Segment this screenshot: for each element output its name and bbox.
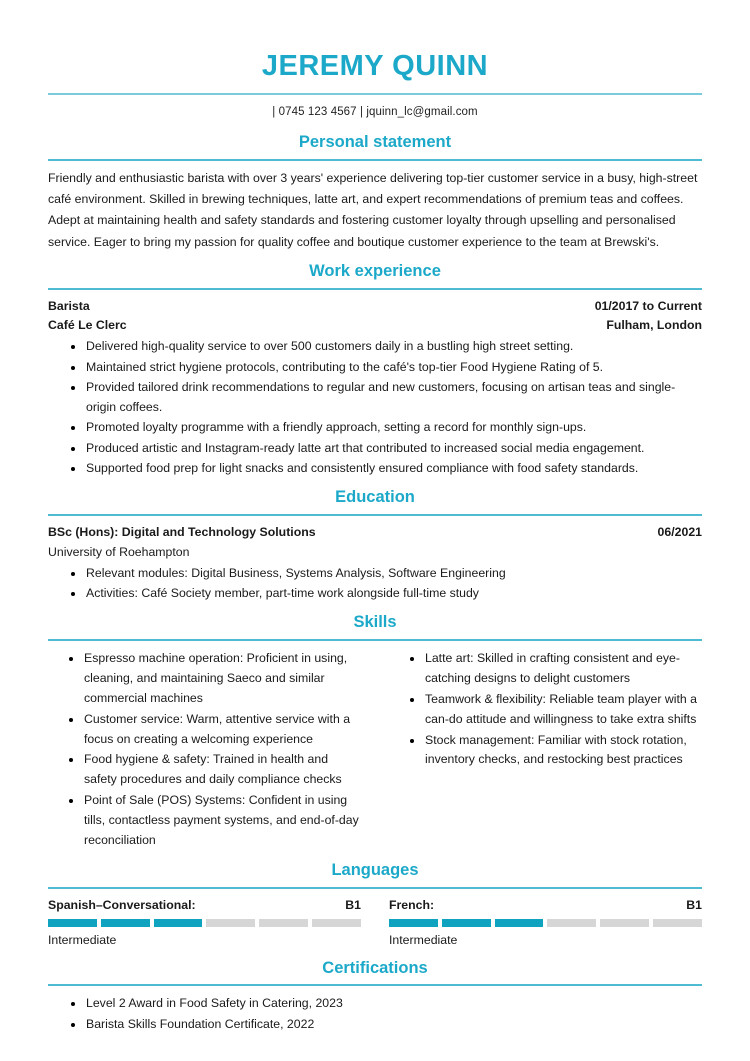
list-item: Promoted loyalty programme with a friendly approach, setting a record for monthly sign-ups. — [86, 418, 702, 438]
proficiency-segment-filled — [495, 919, 544, 927]
skills-column-right — [389, 648, 702, 852]
list-item: Provided tailored drink recommendations to regular and new customers, focusing on artisan teas and single-origin coffees. — [86, 378, 702, 418]
section-title-skills: Skills — [353, 613, 397, 632]
language-proficiency-bar — [48, 919, 361, 927]
section-personal-statement — [48, 133, 702, 252]
list-item: Delivered high-quality service to over 500 customers daily in a bustling high street setting. — [86, 337, 702, 357]
list-item: Teamwork & flexibility: Reliable team player with a can-do attitude and willingness to take extra shifts — [425, 690, 702, 730]
job-title-row — [48, 297, 702, 317]
section-work-experience — [48, 262, 702, 479]
language-level-code: B1 — [686, 897, 702, 912]
education-institution: University of Roehampton — [48, 544, 190, 559]
list-item: Relevant modules: Digital Business, Systems Analysis, Software Engineering — [86, 564, 702, 584]
language-header — [48, 896, 361, 914]
proficiency-segment-empty — [312, 919, 361, 927]
list-item: Food hygiene & safety: Trained in health and safety procedures and daily compliance checks — [84, 750, 361, 790]
list-item: Activities: Café Society member, part-time work alongside full-time study — [86, 584, 702, 604]
education-bullets — [48, 564, 702, 604]
education-entry — [48, 523, 702, 604]
language-proficiency-bar — [389, 919, 702, 927]
proficiency-segment-filled — [154, 919, 203, 927]
section-skills — [48, 613, 702, 852]
section-title-certifications: Certifications — [322, 958, 428, 977]
list-item: Point of Sale (POS) Systems: Confident in using tills, contactless payment systems, and end-of-day reconciliation — [84, 791, 361, 851]
list-item: Barista Skills Foundation Certificate, 2022 — [86, 1015, 702, 1035]
languages-columns — [48, 896, 702, 950]
list-item: Level 2 Award in Food Safety in Catering, 2023 — [86, 994, 702, 1014]
proficiency-segment-filled — [442, 919, 491, 927]
section-education — [48, 488, 702, 604]
language-entry-french — [389, 896, 702, 950]
education-degree-row — [48, 523, 702, 543]
list-item: Supported food prep for light snacks and consistently ensured compliance with food safety standards. — [86, 459, 702, 479]
language-description: Intermediate — [48, 933, 117, 948]
job-dates: 01/2017 to Current — [594, 298, 702, 313]
candidate-name: JEREMY QUINN — [261, 50, 489, 82]
section-title-languages: Languages — [331, 860, 419, 879]
language-description: Intermediate — [389, 933, 458, 948]
list-item: Espresso machine operation: Proficient in using, cleaning, and maintaining Saeco and similar commercial machines — [84, 649, 361, 709]
education-degree: BSc (Hons): Digital and Technology Solutions — [48, 524, 316, 539]
personal-statement-text: Friendly and enthusiastic barista with over 3 years' experience delivering top-tier customer service in a busy, high-street café environment. Skilled in brewing techniques, latte art, and expert recommendations of premium teas and coffees. Adept at maintaining health and safety standards and fostering customer loyalty through upselling and personalised service. Eager to bring my passion for quality coffee and boutique customer experience to the team at Brewski's. — [48, 171, 698, 249]
language-header — [389, 896, 702, 914]
proficiency-segment-empty — [206, 919, 255, 927]
skills-list-left — [48, 649, 361, 851]
education-institution-row — [48, 543, 702, 563]
section-title-education: Education — [335, 488, 415, 507]
list-item: Latte art: Skilled in crafting consistent and eye-catching designs to delight customers — [425, 649, 702, 689]
proficiency-segment-empty — [600, 919, 649, 927]
job-entry — [48, 297, 702, 480]
skills-column-left — [48, 648, 361, 852]
section-title-work-experience: Work experience — [309, 261, 441, 280]
list-item: Stock management: Familiar with stock rotation, inventory checks, and restocking best practices — [425, 731, 702, 771]
job-company: Café Le Clerc — [48, 318, 127, 333]
list-item: Customer service: Warm, attentive service with a focus on creating a welcoming experience — [84, 710, 361, 750]
contact-line: | 0745 123 4567 | jquinn_lc@gmail.com — [272, 106, 478, 119]
proficiency-segment-filled — [389, 919, 438, 927]
section-title-personal-statement: Personal statement — [298, 133, 452, 152]
skills-list-right — [389, 649, 702, 770]
proficiency-segment-empty — [653, 919, 702, 927]
language-entry-spanish — [48, 896, 361, 950]
proficiency-segment-filled — [48, 919, 97, 927]
proficiency-segment-filled — [101, 919, 150, 927]
resume-header — [48, 50, 702, 124]
section-languages — [48, 861, 702, 950]
job-bullets — [48, 337, 702, 479]
language-name: Spanish–Conversational: — [48, 897, 196, 912]
proficiency-segment-empty — [259, 919, 308, 927]
skills-columns — [48, 648, 702, 852]
section-certifications — [48, 959, 702, 1035]
job-title: Barista — [48, 298, 90, 313]
language-name: French: — [389, 897, 435, 912]
proficiency-segment-empty — [547, 919, 596, 927]
job-location: Fulham, London — [606, 318, 702, 333]
education-date: 06/2021 — [657, 524, 702, 539]
job-company-row — [48, 316, 702, 336]
list-item: Maintained strict hygiene protocols, contributing to the café's top-tier Food Hygiene Rating of 5. — [86, 358, 702, 378]
list-item: Produced artistic and Instagram-ready latte art that contributed to increased social media engagement. — [86, 439, 702, 459]
language-level-code: B1 — [345, 897, 361, 912]
certifications-list — [48, 994, 702, 1034]
